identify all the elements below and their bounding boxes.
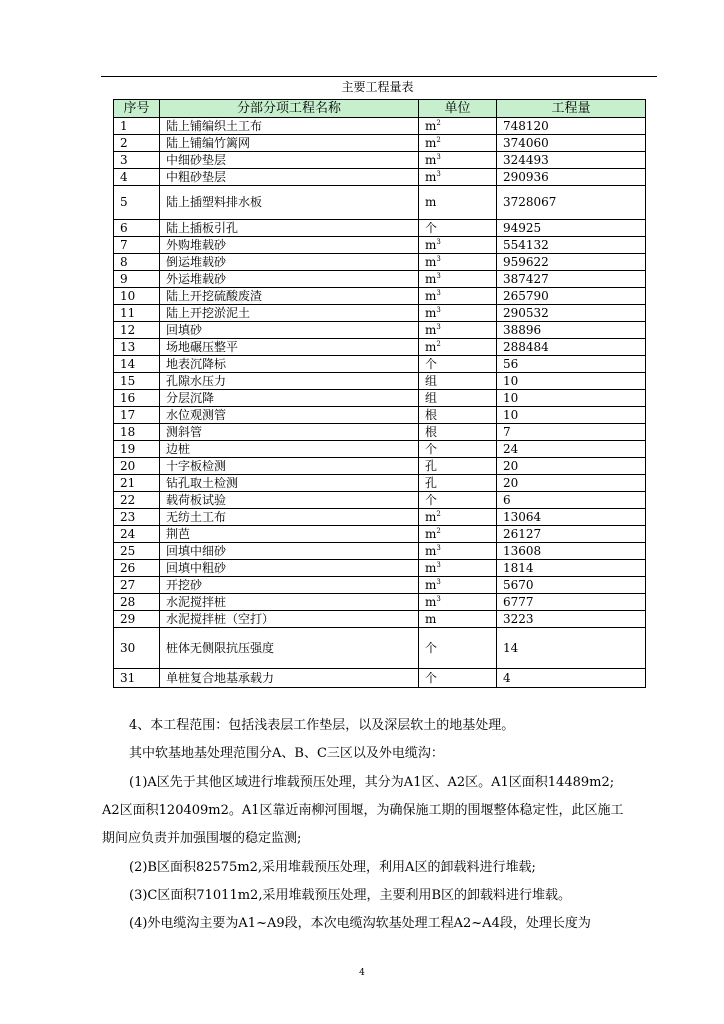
quantity-value: 38896 (497, 322, 646, 339)
row-number: 29 (114, 611, 160, 628)
quantity-value: 554132 (497, 237, 646, 254)
quantity-value: 374060 (497, 135, 646, 152)
item-name: 地表沉降标 (160, 356, 419, 373)
table-row (114, 373, 646, 390)
table-row (114, 390, 646, 407)
unit-cell (419, 492, 497, 509)
header-no: 序号 (114, 100, 160, 118)
quantity-value: 94925 (497, 220, 646, 237)
unit-cell (419, 339, 497, 356)
item-name: 边桩 (160, 441, 419, 458)
unit-cell (419, 441, 497, 458)
item-name: 外购堆载砂 (160, 237, 419, 254)
unit-cell (419, 509, 497, 526)
table-row (114, 458, 646, 475)
paragraph-zone-a-line3: 期间应负责并加强围堰的稳定监测; (102, 831, 302, 846)
unit-symbol: m (425, 305, 437, 320)
quantity-value: 265790 (497, 288, 646, 305)
row-number: 13 (114, 339, 160, 356)
table-row (114, 669, 646, 688)
table-row (114, 288, 646, 305)
table-row (114, 424, 646, 441)
paragraph-zones: 其中软基地基处理范围分A、B、C三区以及外电缆沟： (129, 746, 444, 761)
unit-cell (419, 237, 497, 254)
item-name: 回填中细砂 (160, 543, 419, 560)
table-row (114, 509, 646, 526)
row-number: 31 (114, 669, 160, 688)
table-row (114, 322, 646, 339)
unit-symbol: 个 (425, 492, 438, 507)
unit-exponent: 3 (436, 169, 441, 178)
quantity-value: 4 (497, 669, 646, 688)
row-number: 7 (114, 237, 160, 254)
row-number: 12 (114, 322, 160, 339)
item-name: 孔隙水压力 (160, 373, 419, 390)
row-number: 15 (114, 373, 160, 390)
unit-symbol: m (425, 288, 437, 303)
unit-exponent: 3 (436, 237, 441, 246)
quantity-value: 290532 (497, 305, 646, 322)
unit-cell (419, 594, 497, 611)
row-number: 22 (114, 492, 160, 509)
unit-symbol: m (425, 560, 437, 575)
quantity-value: 6 (497, 492, 646, 509)
item-name: 倒运堆载砂 (160, 254, 419, 271)
paragraph-zone-a-line2: A2区面积120409m2。A1区靠近南柳河围堰，为确保施工期的围堰整体稳定性，此区施工 (102, 803, 624, 818)
table-row (114, 475, 646, 492)
quantity-value: 10 (497, 390, 646, 407)
quantity-value: 290936 (497, 169, 646, 186)
table-title: 主要工程量表 (341, 80, 414, 94)
row-number: 1 (114, 118, 160, 135)
item-name: 外运堆载砂 (160, 271, 419, 288)
quantity-value: 959622 (497, 254, 646, 271)
header-unit: 单位 (419, 100, 497, 118)
unit-symbol: m (425, 577, 437, 592)
row-number: 14 (114, 356, 160, 373)
item-name: 中粗砂垫层 (160, 169, 419, 186)
unit-cell (419, 560, 497, 577)
table-row (114, 560, 646, 577)
unit-symbol: m (425, 135, 437, 150)
table-body (114, 118, 646, 688)
row-number: 16 (114, 390, 160, 407)
unit-symbol: m (425, 543, 437, 558)
table-row (114, 577, 646, 594)
unit-cell (419, 577, 497, 594)
quantity-value: 5670 (497, 577, 646, 594)
row-number: 9 (114, 271, 160, 288)
item-name: 陆上铺编竹篱网 (160, 135, 419, 152)
unit-cell (419, 152, 497, 169)
unit-symbol: m (425, 509, 437, 524)
item-name: 单桩复合地基承载力 (160, 669, 419, 688)
unit-exponent: 3 (436, 271, 441, 280)
row-number: 21 (114, 475, 160, 492)
row-number: 2 (114, 135, 160, 152)
unit-symbol: m (425, 271, 437, 286)
item-name: 桩体无侧限抗压强度 (160, 628, 419, 669)
item-name: 开挖砂 (160, 577, 419, 594)
row-number: 4 (114, 169, 160, 186)
table-row (114, 169, 646, 186)
unit-symbol: m (425, 322, 437, 337)
row-number: 11 (114, 305, 160, 322)
unit-cell (419, 186, 497, 220)
row-number: 24 (114, 526, 160, 543)
item-name: 回填中粗砂 (160, 560, 419, 577)
unit-cell (419, 424, 497, 441)
table-row (114, 526, 646, 543)
quantity-value: 20 (497, 458, 646, 475)
row-number: 28 (114, 594, 160, 611)
row-number: 8 (114, 254, 160, 271)
unit-cell (419, 254, 497, 271)
table-row (114, 543, 646, 560)
table-row (114, 152, 646, 169)
table-header-row (114, 100, 646, 118)
item-name: 陆上插塑料排水板 (160, 186, 419, 220)
item-name: 陆上开挖淤泥土 (160, 305, 419, 322)
item-name: 场地碾压整平 (160, 339, 419, 356)
table-row (114, 628, 646, 669)
unit-exponent: 3 (436, 560, 441, 569)
unit-cell (419, 628, 497, 669)
unit-cell (419, 135, 497, 152)
item-name: 陆上铺编织土工布 (160, 118, 419, 135)
header-name: 分部分项工程名称 (160, 100, 419, 118)
table-row (114, 254, 646, 271)
row-number: 10 (114, 288, 160, 305)
quantity-value: 56 (497, 356, 646, 373)
unit-symbol: 个 (425, 441, 438, 456)
unit-symbol: 个 (425, 220, 438, 235)
row-number: 17 (114, 407, 160, 424)
unit-symbol: 个 (425, 356, 438, 371)
row-number: 26 (114, 560, 160, 577)
unit-cell (419, 118, 497, 135)
item-name: 无纺土工布 (160, 509, 419, 526)
quantity-value: 10 (497, 407, 646, 424)
item-name: 陆上开挖硫酸废渣 (160, 288, 419, 305)
row-number: 6 (114, 220, 160, 237)
quantity-value: 20 (497, 475, 646, 492)
unit-cell (419, 271, 497, 288)
table-row (114, 492, 646, 509)
unit-exponent: 3 (436, 152, 441, 161)
row-number: 30 (114, 628, 160, 669)
item-name: 陆上插板引孔 (160, 220, 419, 237)
table-row (114, 611, 646, 628)
item-name: 水泥搅拌桩 (160, 594, 419, 611)
unit-cell (419, 669, 497, 688)
unit-symbol: 组 (425, 390, 438, 405)
item-name: 测斜管 (160, 424, 419, 441)
unit-cell (419, 390, 497, 407)
item-name: 水泥搅拌桩（空打） (160, 611, 419, 628)
row-number: 18 (114, 424, 160, 441)
row-number: 3 (114, 152, 160, 169)
unit-symbol: m (425, 237, 437, 252)
unit-exponent: 3 (436, 543, 441, 552)
unit-cell (419, 526, 497, 543)
row-number: 20 (114, 458, 160, 475)
unit-cell (419, 288, 497, 305)
unit-exponent: 2 (436, 509, 441, 518)
unit-symbol: m (425, 339, 437, 354)
unit-cell (419, 611, 497, 628)
header-rule (101, 76, 657, 77)
item-name: 中细砂垫层 (160, 152, 419, 169)
unit-exponent: 3 (436, 254, 441, 263)
table-row (114, 594, 646, 611)
unit-symbol: m (425, 526, 437, 541)
quantity-value: 288484 (497, 339, 646, 356)
table-row (114, 220, 646, 237)
unit-exponent: 2 (436, 339, 441, 348)
unit-exponent: 2 (436, 135, 441, 144)
unit-cell (419, 220, 497, 237)
quantity-value: 324493 (497, 152, 646, 169)
paragraph-zone-a-line1: (1)A区先于其他区域进行堆载预压处理，其分为A1区、A2区。A1区面积14489m2; (129, 775, 615, 790)
quantity-value: 7 (497, 424, 646, 441)
unit-cell (419, 373, 497, 390)
row-number: 23 (114, 509, 160, 526)
unit-cell (419, 407, 497, 424)
unit-cell (419, 356, 497, 373)
table-row (114, 441, 646, 458)
unit-symbol: m (425, 254, 437, 269)
unit-symbol: 孔 (425, 458, 438, 473)
unit-exponent: 2 (436, 526, 441, 535)
quantity-value: 13064 (497, 509, 646, 526)
table-row (114, 237, 646, 254)
unit-symbol: 根 (425, 424, 438, 439)
quantity-value: 26127 (497, 526, 646, 543)
row-number: 19 (114, 441, 160, 458)
unit-exponent: 3 (436, 577, 441, 586)
unit-exponent: 3 (436, 322, 441, 331)
item-name: 载荷板试验 (160, 492, 419, 509)
unit-symbol: 个 (425, 670, 438, 685)
item-name: 荆芭 (160, 526, 419, 543)
unit-symbol: 组 (425, 373, 438, 388)
unit-cell (419, 305, 497, 322)
unit-symbol: 个 (425, 640, 438, 655)
unit-exponent: 2 (436, 118, 441, 127)
table-row (114, 186, 646, 220)
item-name: 水位观测管 (160, 407, 419, 424)
quantity-value: 10 (497, 373, 646, 390)
table-row (114, 118, 646, 135)
unit-exponent: 3 (436, 288, 441, 297)
item-name: 回填砂 (160, 322, 419, 339)
unit-symbol: 孔 (425, 475, 438, 490)
table-row (114, 356, 646, 373)
page-number: 4 (359, 968, 365, 978)
quantity-value: 24 (497, 441, 646, 458)
paragraph-cable-trench: (4)外电缆沟主要为A1~A9段，本次电缆沟软基处理工程A2~A4段，处理长度为 (129, 916, 591, 931)
unit-cell (419, 169, 497, 186)
unit-cell (419, 475, 497, 492)
paragraph-scope: 4、本工程范围：包括浅表层工作垫层，以及深层软土的地基处理。 (129, 718, 515, 733)
unit-symbol: m (425, 195, 437, 209)
row-number: 27 (114, 577, 160, 594)
unit-symbol: m (425, 169, 437, 184)
quantity-value: 13608 (497, 543, 646, 560)
unit-symbol: m (425, 118, 437, 133)
quantity-value: 3223 (497, 611, 646, 628)
unit-cell (419, 543, 497, 560)
table-row (114, 305, 646, 322)
quantity-value: 1814 (497, 560, 646, 577)
unit-symbol: 根 (425, 407, 438, 422)
unit-symbol: m (425, 611, 437, 626)
row-number: 25 (114, 543, 160, 560)
table-row (114, 339, 646, 356)
quantity-value: 387427 (497, 271, 646, 288)
unit-symbol: m (425, 594, 437, 609)
quantity-value: 6777 (497, 594, 646, 611)
paragraph-zone-b: (2)B区面积82575m2,采用堆载预压处理，利用A区的卸载料进行堆载; (129, 860, 536, 875)
row-number: 5 (114, 186, 160, 220)
unit-cell (419, 322, 497, 339)
quantity-table (113, 99, 646, 688)
unit-cell (419, 458, 497, 475)
item-name: 钻孔取土检测 (160, 475, 419, 492)
unit-exponent: 3 (436, 305, 441, 314)
item-name: 分层沉降 (160, 390, 419, 407)
paragraph-zone-c: (3)C区面积71011m2,采用堆载预压处理，主要利用B区的卸载料进行堆载。 (129, 888, 572, 903)
quantity-value: 3728067 (497, 186, 646, 220)
table-row (114, 407, 646, 424)
table-row (114, 135, 646, 152)
item-name: 十字板检测 (160, 458, 419, 475)
unit-exponent: 3 (436, 594, 441, 603)
quantity-value: 748120 (497, 118, 646, 135)
unit-symbol: m (425, 152, 437, 167)
quantity-value: 14 (497, 628, 646, 669)
table-row (114, 271, 646, 288)
header-qty: 工程量 (497, 100, 646, 118)
